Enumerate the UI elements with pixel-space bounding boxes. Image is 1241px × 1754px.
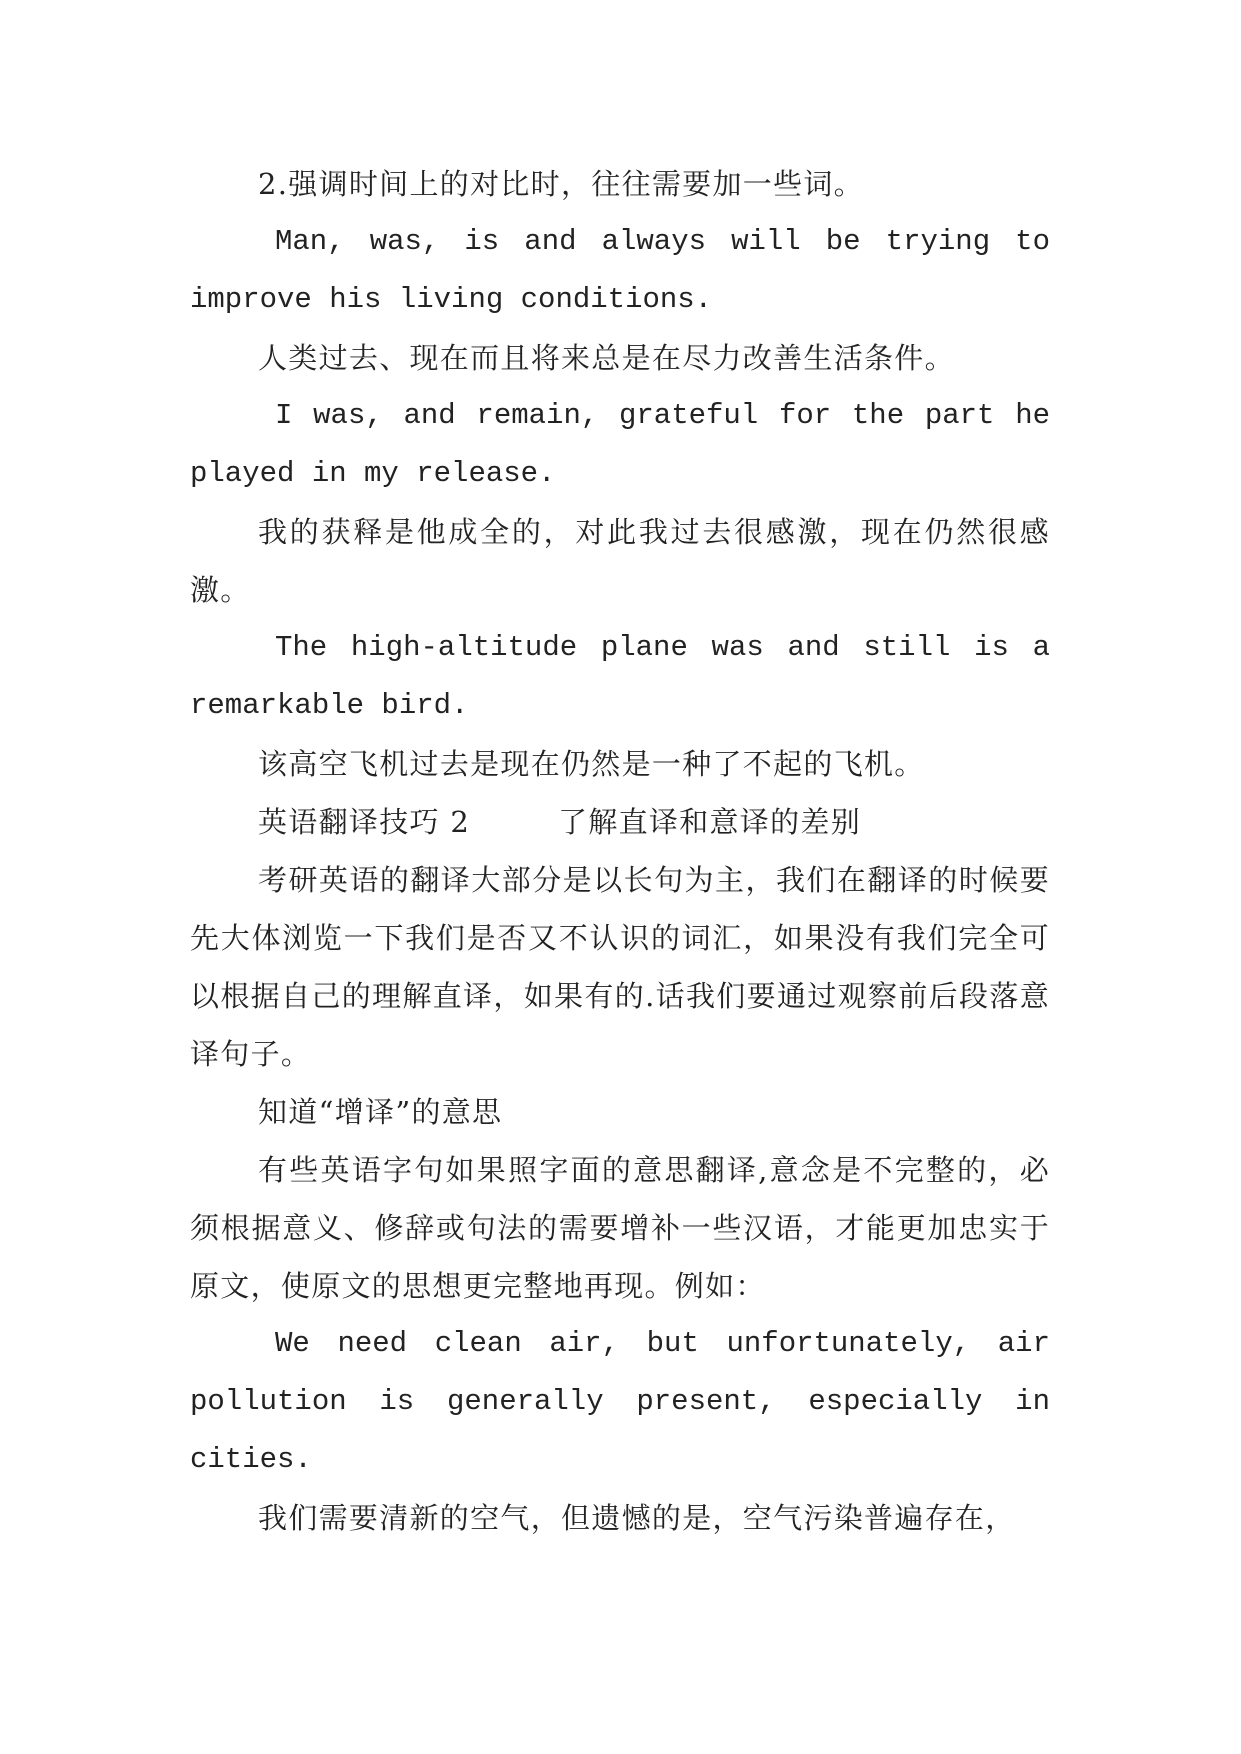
paragraph-9: 知道“增译”的意思 xyxy=(258,1095,503,1129)
document-body xyxy=(190,155,1050,1547)
paragraph-6: The high-altitude plane was and still is a remarkable bird. xyxy=(190,631,1050,722)
paragraph-10: 有些英语字句如果照字面的意思翻译,意念是不完整的，必须根据意义、修辞或句法的需要增补一些汉语，才能更加忠实于原文，使原文的思想更完整地再现。例如： xyxy=(190,1153,1050,1303)
section-heading xyxy=(190,793,1050,851)
paragraph-2: Man, was, is and always will be trying to improve his living conditions. xyxy=(190,225,1050,316)
paragraph-8: 考研英语的翻译大部分是以长句为主，我们在翻译的时候要先大体浏览一下我们是否又不认识的词汇，如果没有我们完全可以根据自己的理解直译，如果有的.话我们要通过观察前后段落意译句子。 xyxy=(190,863,1050,1071)
section-heading-title: 了解直译和意译的差别 xyxy=(558,805,862,839)
paragraph-4: I was, and remain, grateful for the part he played in my release. xyxy=(190,399,1050,490)
paragraph-7: 该高空飞机过去是现在仍然是一种了不起的飞机。 xyxy=(258,747,925,781)
paragraph-11: We need clean air, but unfortunately, air pollution is generally present, especially in cities. xyxy=(190,1327,1050,1476)
paragraph-5: 我的获释是他成全的，对此我过去很感激，现在仍然很感激。 xyxy=(190,515,1050,607)
paragraph-3: 人类过去、现在而且将来总是在尽力改善生活条件。 xyxy=(258,341,955,375)
paragraph-12: 我们需要清新的空气，但遗憾的是，空气污染普遍存在， xyxy=(258,1501,1016,1535)
section-heading-number: 英语翻译技巧 2 xyxy=(258,805,471,839)
paragraph-1: 2.强调时间上的对比时，往往需要加一些词。 xyxy=(258,167,864,201)
